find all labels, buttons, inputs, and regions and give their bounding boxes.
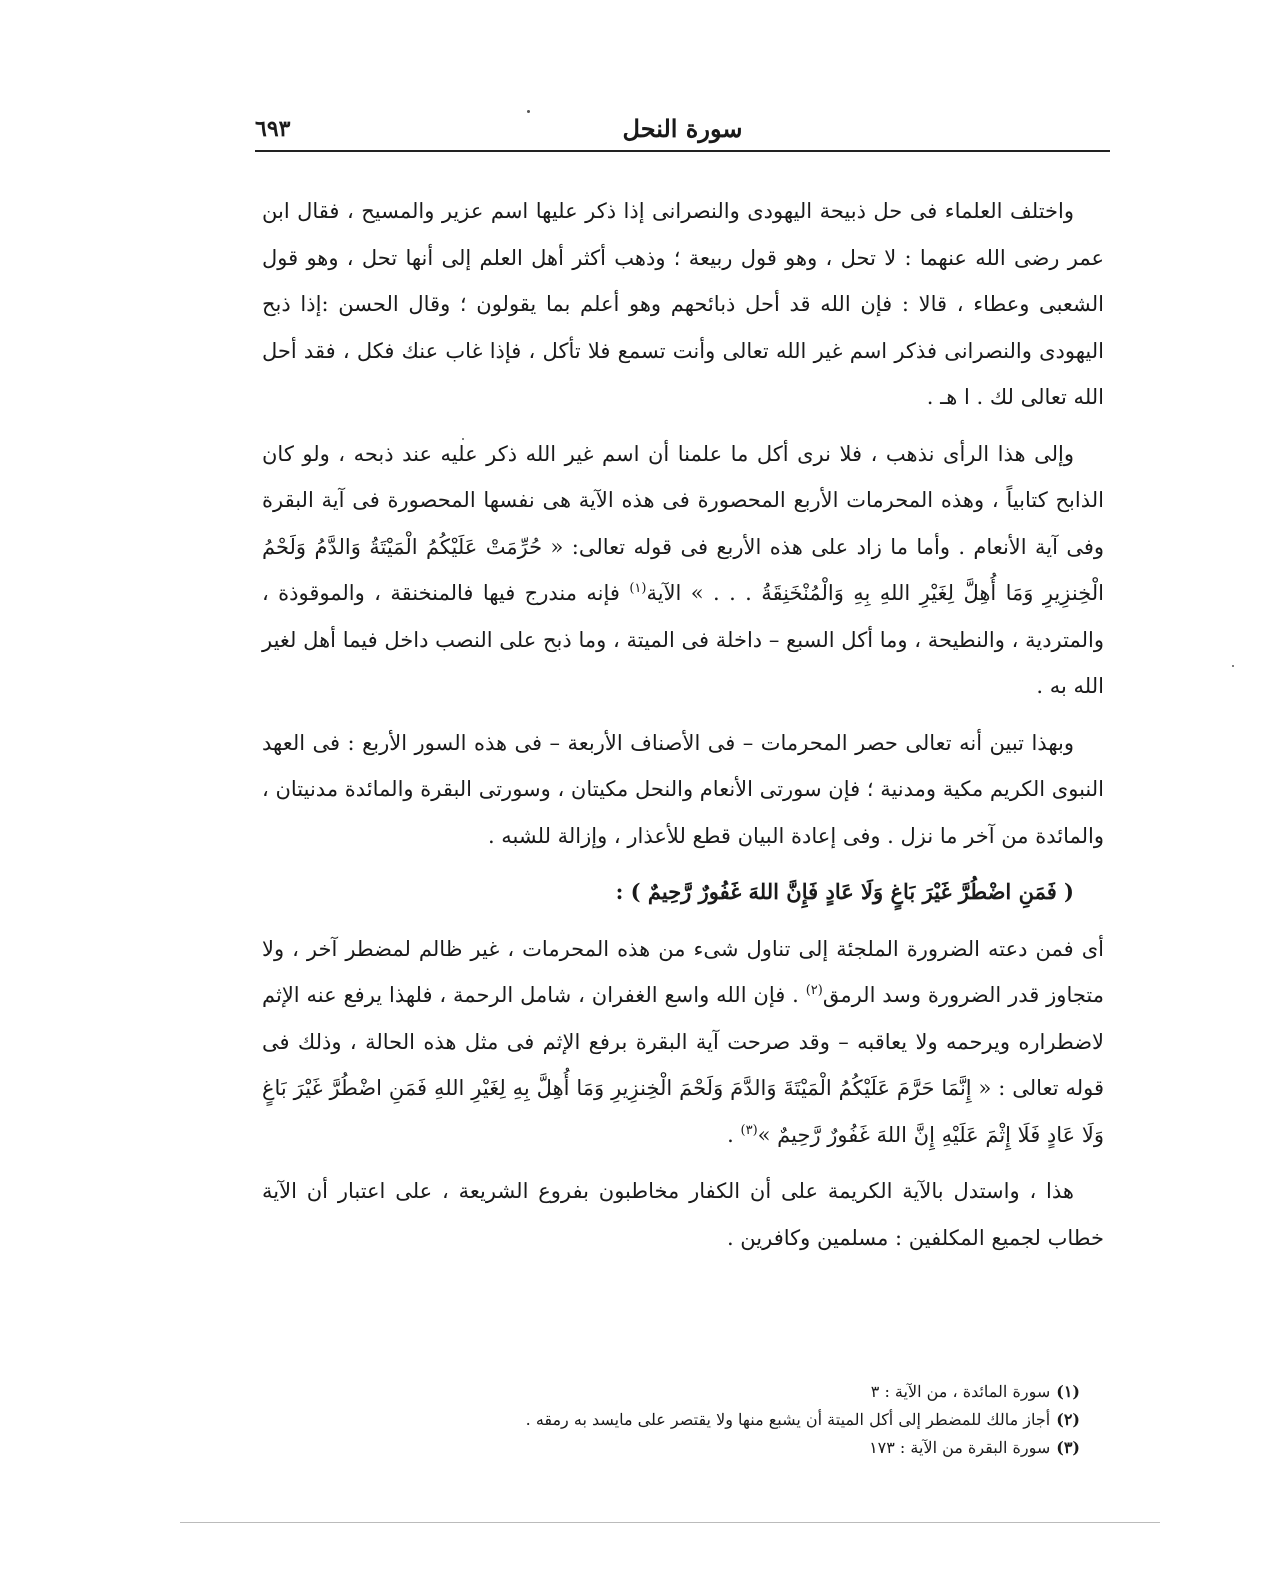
footnote-text: أجاز مالك للمضطر إلى أكل الميتة أن يشبع منها ولا يقتصر على مايسد به رمقه . — [525, 1410, 1051, 1429]
footnote-2 — [400, 1406, 1080, 1434]
footnote-1 — [400, 1378, 1080, 1406]
scan-speck — [1232, 665, 1234, 667]
paragraph-1: واختلف العلماء فى حل ذبيحة اليهودى والنصرانى إذا ذكر عليها اسم عزير والمسيح ، فقال ابن عمر رضى الله عنهما : لا تحل ، وهو قول ربيعة ؛ وذهب أكثر أهل العلم إلى أنها تحل ، وهو قول الشعبى وعطاء ، قالا : فإن الله قد أحل ذبائحهم وهو أعلم بما يقولون ؛ وقال الحسن :إذا ذبح اليهودى والنصرانى فذكر اسم غير الله تعالى وأنت تسمع فلا تأكل ، فإذا غاب عنك فكل ، فقد أحل الله تعالى لك . ا هـ . — [262, 199, 1104, 409]
paragraph-2-text: وإلى هذا الرأى نذهب ، فلا نرى أكل ما علمنا أن اسم غير الله ذكر عليه عند ذبحه ، ولو كان الذابح كتابياً ، وهذه المحرمات الأربع المحصورة فى هذه الآية هى نفسها المحصورة فى آية البقرة وفى آية الأنعام . وأما ما زاد على هذه الأربع فى قوله تعالى: « حُرِّمَتْ عَلَيْكُمُ الْمَيْتَةُ وَالدَّمُ وَلَحْمُ الْخِنزِيرِ وَمَا أُهِلَّ لِغَيْرِ اللهِ بِهِ وَالْمُنْخَنِقَةُ . . . » الآية — [262, 441, 1104, 605]
page-header — [255, 108, 1110, 148]
footnote-ref-2: (٢) — [805, 983, 823, 998]
paragraph-2-tail: فإنه مندرج فيها فالمنخنقة ، والموقوذة ، والمتردية ، والنطيحة ، وما أكل السبع – داخلة فى الميتة ، وما ذبح على النصب داخل فيما أهل لغير الله به . — [262, 581, 1104, 698]
main-text — [262, 188, 1104, 1271]
scan-speck — [462, 438, 464, 440]
paragraph-5 — [262, 926, 1104, 1159]
header-divider — [255, 150, 1110, 152]
paragraph-5-end: . — [727, 1122, 734, 1147]
footnote-number: (٣) — [1056, 1438, 1080, 1457]
paragraph-6: هذا ، واستدل بالآية الكريمة على أن الكفار مخاطبون بفروع الشريعة ، على اعتبار أن الآية خطاب لجميع المكلفين : مسلمين وكافرين . — [262, 1179, 1104, 1250]
paragraph-5-text: أى فمن دعته الضرورة الملجئة إلى تناول شىء من هذه المحرمات ، غير ظالم لمضطر آخر ، ولا متجاوز قدر الضرورة وسد الرمق — [262, 936, 1104, 1007]
footnote-3 — [400, 1434, 1080, 1462]
scan-edge-line — [180, 1522, 1160, 1523]
footnote-text: سورة المائدة ، من الآية : ٣ — [870, 1382, 1051, 1401]
surah-title: سورة النحل — [622, 114, 743, 143]
footnote-text: سورة البقرة من الآية : ١٧٣ — [869, 1438, 1051, 1457]
footnote-number: (٢) — [1056, 1410, 1080, 1429]
paragraph-5-tail: . فإن الله واسع الغفران ، شامل الرحمة ، فلهذا يرفع عنه الإثم لاضطراره ويرحمه ولا يعاقبه – وقد صرحت آية البقرة برفع الإثم فى مثل هذه الحالة ، وذلك فى قوله تعالى : « إِنَّمَا حَرَّمَ عَلَيْكُمُ الْمَيْتَةَ وَالدَّمَ وَلَحْمَ الْخِنزِيرِ وَمَا أُهِلَّ بِهِ لِغَيْرِ اللهِ فَمَنِ اضْطُرَّ غَيْرَ بَاغٍ وَلَا عَادٍ فَلَا إِثْمَ عَلَيْهِ إِنَّ اللهَ غَفُورٌ رَّحِيمٌ » — [262, 983, 1104, 1147]
paragraph-3: وبهذا تبين أنه تعالى حصر المحرمات – فى الأصناف الأربعة – فى هذه السور الأربع : فى العهد النبوى الكريم مكية ومدنية ؛ فإن سورتى الأنعام والنحل مكيتان ، وسورتى البقرة والمائدة مدنيتان ، والمائدة من آخر ما نزل . وفى إعادة البيان قطع للأعذار ، وإزالة للشبه . — [262, 730, 1104, 848]
page-number: ٦٩٣ — [255, 116, 291, 142]
verse-heading: ( فَمَنِ اضْطُرَّ غَيْرَ بَاغٍ وَلَا عَادٍ فَإِنَّ اللهَ غَفُورٌ رَّحِيمٌ ) : — [615, 879, 1074, 904]
footnote-ref-1: (١) — [629, 581, 647, 596]
footnote-ref-3: (٣) — [740, 1122, 758, 1138]
scan-speck — [527, 110, 530, 113]
paragraph-2 — [262, 431, 1104, 710]
footnotes — [400, 1378, 1080, 1462]
footnote-number: (١) — [1056, 1382, 1080, 1401]
